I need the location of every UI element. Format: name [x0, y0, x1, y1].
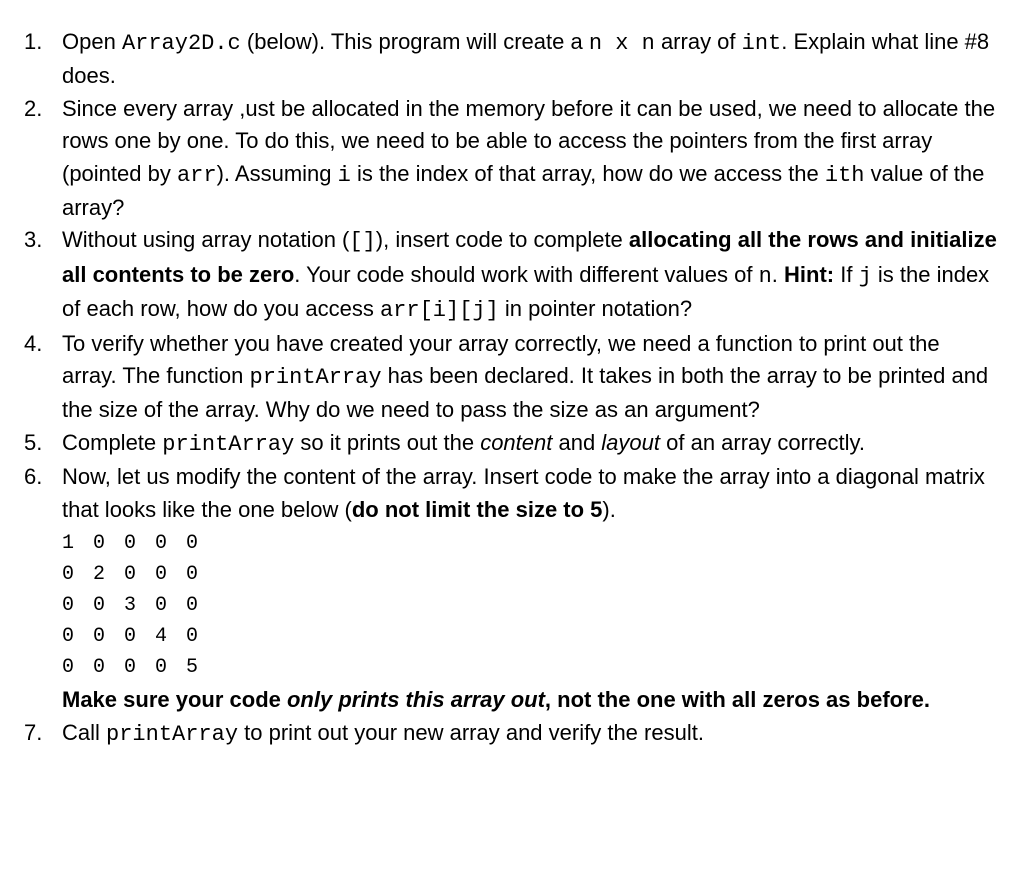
- code-filename: Array2D.c: [121, 31, 241, 56]
- italic-text: layout: [601, 429, 661, 455]
- code-brackets: []: [349, 229, 376, 255]
- item-number: 2.: [24, 95, 43, 121]
- bold-text: allocating all the rows and initialize all contents to be zero: [62, 227, 997, 287]
- text: of an array correctly.: [660, 429, 866, 455]
- text: . Explain what line #8 does.: [62, 29, 990, 89]
- item-number: 1.: [24, 29, 43, 54]
- text: ).: [602, 496, 616, 522]
- matrix-row: 0 2 0 0 0: [62, 563, 200, 587]
- text: is the index of that array, how do we access the: [350, 160, 825, 186]
- matrix-row: 0 0 0 4 0: [62, 625, 200, 649]
- text: Call: [62, 719, 107, 745]
- code-n: n: [758, 263, 772, 289]
- bold-italic-text: only prints this array out: [286, 687, 545, 713]
- item-number: 5.: [24, 429, 43, 455]
- code-j: j: [858, 263, 872, 289]
- list-item: [0, 461, 1000, 716]
- diagonal-matrix: [62, 528, 1000, 683]
- text: has been declared. It takes in both the array to be printed and the size of the array. Why do we need to pass the size as an argument?: [62, 363, 989, 423]
- text: and: [552, 429, 602, 455]
- matrix-row: 0 0 3 0 0: [62, 594, 200, 618]
- hint-label: Hint:: [784, 261, 835, 287]
- code-printarray: printArray: [106, 721, 239, 747]
- item-text: [62, 227, 997, 324]
- text: so it prints out the: [294, 429, 481, 455]
- italic-text: content: [480, 429, 553, 455]
- text: in pointer notation?: [498, 296, 693, 322]
- text: Since every array ,ust be allocated in the memory before it can be used, we need to allocate the rows one by one. To do this, we need to be able to access the pointers from the first array (pointed by: [62, 95, 996, 186]
- item-text: [62, 29, 989, 88]
- code-ith: ith: [824, 162, 865, 188]
- list-item: [0, 93, 1000, 225]
- list-item: [0, 328, 1000, 427]
- text: To verify whether you have created your array correctly, we need a function to print out the array. The function: [62, 330, 940, 389]
- item-number: 3.: [24, 227, 43, 253]
- item-number: 6.: [24, 464, 43, 490]
- code-type: int: [741, 31, 782, 56]
- code-printarray: printArray: [249, 365, 382, 391]
- task-list: [0, 26, 1000, 751]
- text: array of: [654, 29, 742, 54]
- text: If: [834, 261, 859, 287]
- text: is the index of each row, how do you access: [62, 261, 990, 322]
- text: Complete: [62, 429, 163, 455]
- list-item: [0, 224, 1000, 327]
- list-item: [0, 717, 1000, 751]
- item-number: 7.: [24, 719, 43, 745]
- code-printarray: printArray: [162, 431, 295, 457]
- matrix-note: [62, 684, 1000, 716]
- bold-text: do not limit the size to 5: [351, 496, 603, 522]
- text: value of the array?: [62, 160, 985, 221]
- text: ), insert code to complete: [375, 227, 629, 253]
- text: to print out your new array and verify the result.: [238, 719, 704, 745]
- code-arr: arr: [176, 162, 217, 188]
- matrix-row: 1 0 0 0 0: [62, 532, 200, 556]
- text: .: [771, 261, 785, 287]
- list-item: [0, 26, 1000, 93]
- text: . Your code should work with different values of: [294, 261, 759, 287]
- text: Now, let us modify the content of the array. Insert code to make the array into a diagonal matrix that looks like the one below (: [62, 464, 985, 522]
- text: (below). This program will create a: [240, 29, 589, 54]
- text: ). Assuming: [216, 160, 338, 186]
- item-text: [62, 96, 995, 220]
- code-dimensions: n x n: [588, 31, 655, 56]
- item-text: [62, 331, 988, 423]
- text: Without using array notation (: [62, 227, 350, 253]
- item-number: 4.: [24, 330, 43, 356]
- bold-text: Make sure your code: [62, 687, 287, 713]
- matrix-row: 0 0 0 0 5: [62, 656, 200, 680]
- code-index: i: [337, 162, 351, 188]
- list-item: [0, 427, 1000, 461]
- code-arr-ij: arr[i][j]: [379, 298, 499, 324]
- text: Open: [62, 29, 122, 54]
- item-text: [62, 461, 1000, 526]
- bold-text: , not the one with all zeros as before.: [544, 687, 930, 713]
- item-text: [62, 720, 704, 745]
- item-text: [62, 430, 865, 455]
